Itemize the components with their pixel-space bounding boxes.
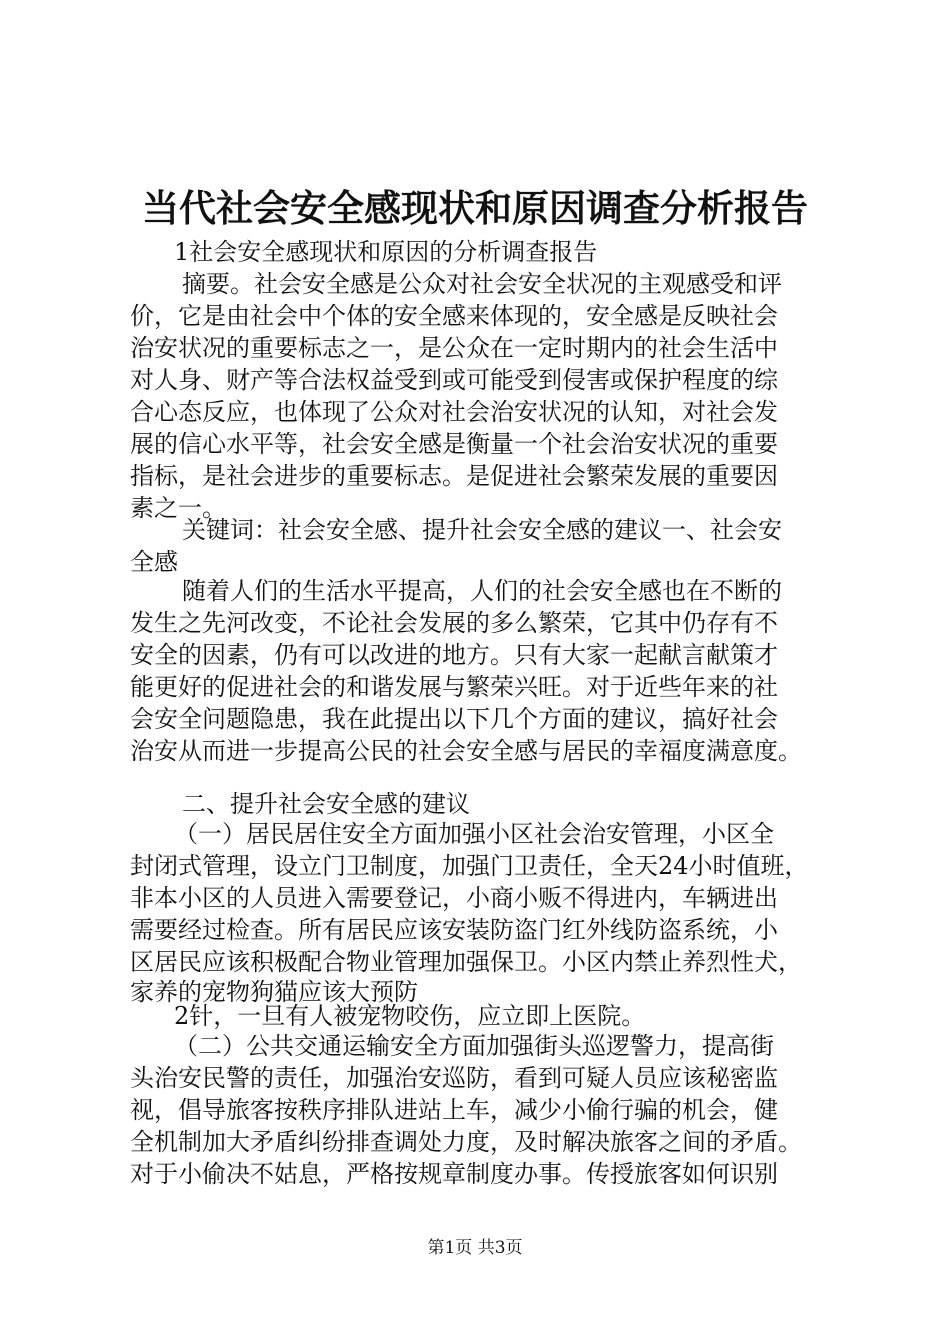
paragraph-line: 摘要。社会安全感是公众对社会安全状况的主观感受和评 (182, 270, 782, 298)
paragraph-line: 随着人们的生活水平提高，人们的社会安全感也在不断的 (182, 577, 782, 605)
paragraph-line: 对人身、财产等合法权益受到或可能受到侵害或保护程度的综 (130, 366, 778, 394)
paragraph-line: 展的信心水平等，社会安全感是衡量一个社会治安状况的重要 (130, 430, 778, 458)
paragraph-line: 能更好的促进社会的和谐发展与繁荣兴旺。对于近些年来的社 (130, 673, 778, 701)
paragraph-line: 素之一。 (130, 494, 226, 522)
paragraph-line: 2针，一旦有人被宠物咬伤，应立即上医院。 (174, 1002, 646, 1030)
paragraph-line: 指标，是社会进步的重要标志。是促进社会繁荣发展的重要因 (130, 462, 778, 490)
paragraph-line: 头治安民警的责任，加强治安巡防，看到可疑人员应该秘密监 (130, 1064, 778, 1092)
paragraph-line: 安全的因素，仍有可以改进的地方。只有大家一起献言献策才 (130, 641, 778, 669)
paragraph-line: 需要经过检查。所有居民应该安装防盗门红外线防盗系统，小 (130, 916, 778, 944)
paragraph-line: 全机制加大矛盾纠纷排查调处力度，及时解决旅客之间的矛盾。 (130, 1128, 802, 1156)
paragraph-line: 价，它是由社会中个体的安全感来体现的，安全感是反映社会 (130, 302, 778, 330)
paragraph-line: 发生之先河改变，不论社会发展的多么繁荣，它其中仍存有不 (130, 609, 778, 637)
paragraph-line: 视，倡导旅客按秩序排队进站上车，减少小偷行骗的机会，健 (130, 1096, 778, 1124)
paragraph-line: （一）居民居住安全方面加强小区社会治安管理，小区全 (174, 820, 774, 848)
paragraph-line: 非本小区的人员进入需要登记，小商小贩不得进内，车辆进出 (130, 884, 778, 912)
paragraph-line: 合心态反应，也体现了公众对社会治安状况的认知，对社会发 (130, 398, 778, 426)
paragraph-line: 治安从而进一步提高公民的社会安全感与居民的幸福度满意度。 (130, 737, 802, 765)
keywords-line: 关键词：社会安全感、提升社会安全感的建议一、社会安 (182, 516, 782, 544)
paragraph-line: 区居民应该积极配合物业管理加强保卫。小区内禁止养烈性犬， (130, 948, 802, 976)
paragraph-line: 全感 (130, 548, 178, 576)
section-heading: 二、提升社会安全感的建议 (182, 790, 470, 818)
paragraph-line: 对于小偷决不姑息，严格按规章制度办事。传授旅客如何识别 (130, 1160, 778, 1188)
paragraph-line: 家养的宠物狗猫应该大预防 (130, 978, 418, 1006)
paragraph-line: 1社会安全感现状和原因的分析调查报告 (174, 238, 598, 266)
paragraph-line: （二）公共交通运输安全方面加强街头巡逻警力，提高街 (174, 1032, 774, 1060)
paragraph-line: 会安全问题隐患，我在此提出以下几个方面的建议，搞好社会 (130, 705, 778, 733)
paragraph-line: 治安状况的重要标志之一，是公众在一定时期内的社会生活中 (130, 334, 778, 362)
page-footer: 第1页 共3页 (427, 1238, 523, 1258)
document-title: 当代社会安全感现状和原因调查分析报告 (142, 186, 808, 230)
paragraph-line: 封闭式管理，设立门卫制度，加强门卫责任，全天24小时值班， (130, 852, 809, 880)
